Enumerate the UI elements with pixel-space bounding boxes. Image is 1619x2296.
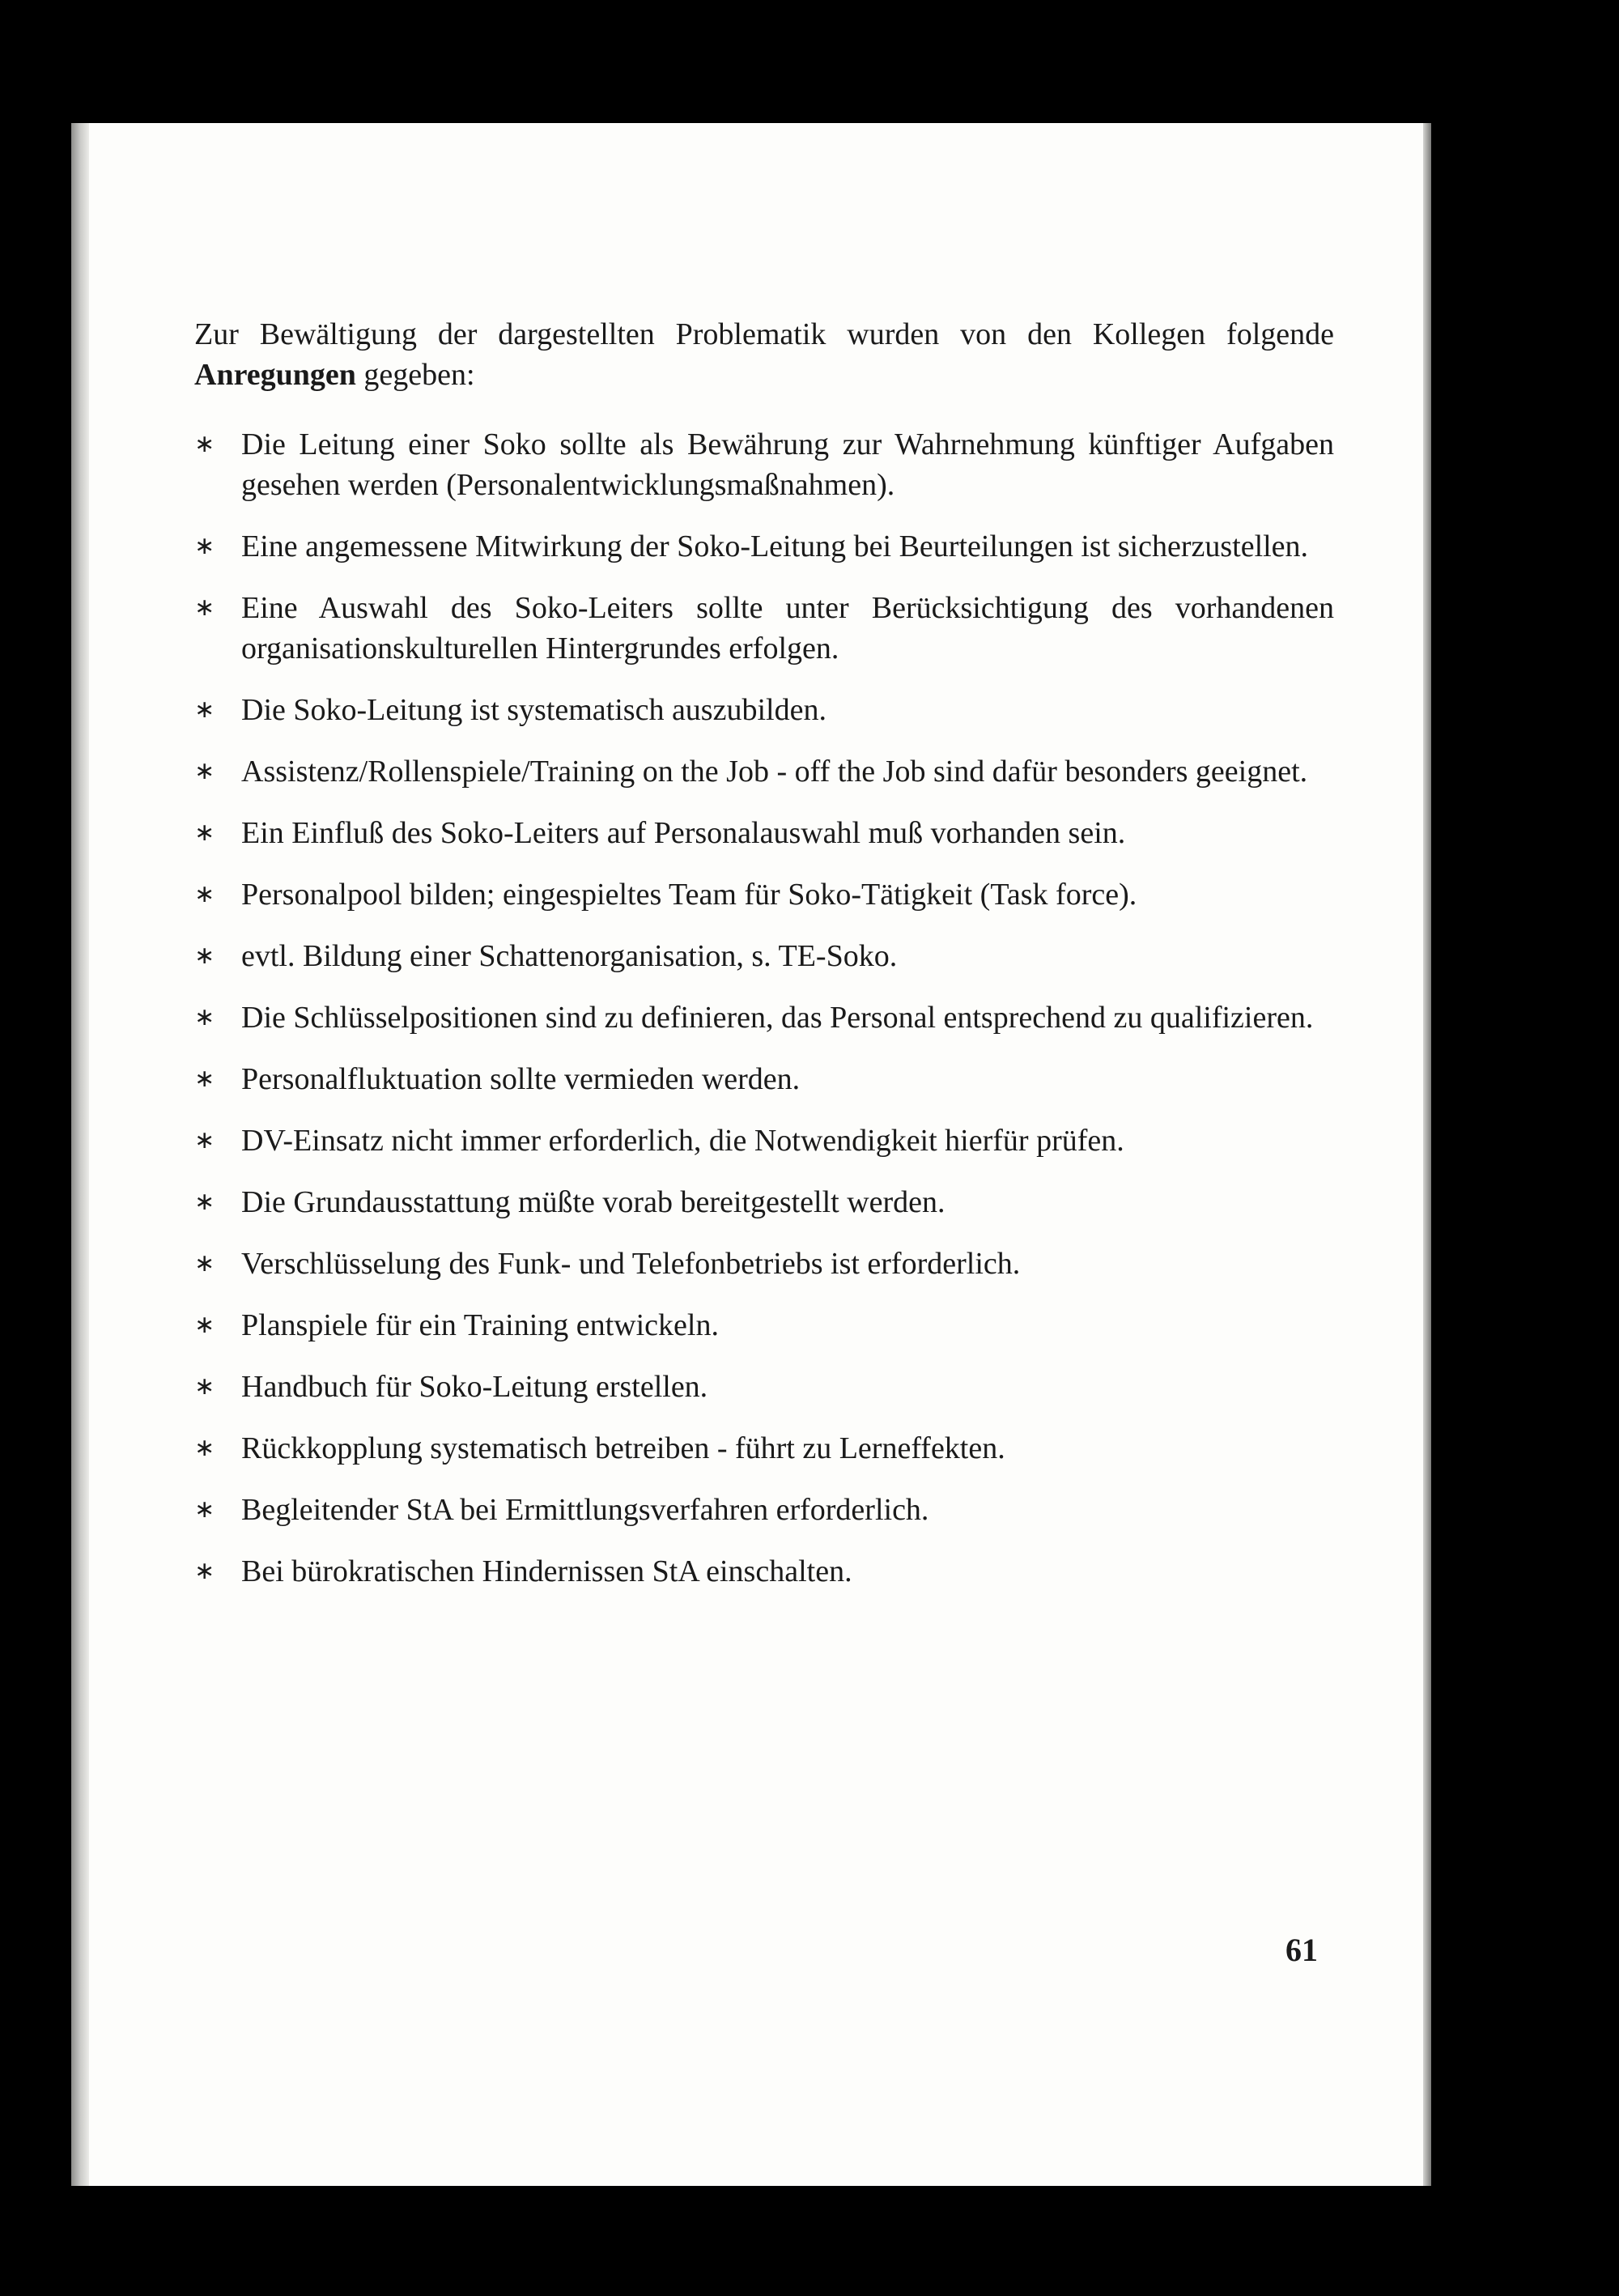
list-item <box>194 1490 1334 1530</box>
list-item <box>194 1428 1334 1469</box>
list-item-text: Handbuch für Soko-Leitung erstellen. <box>241 1370 708 1404</box>
list-item-text: Personalfluktuation sollte vermieden werden. <box>241 1062 801 1096</box>
list-item <box>194 1059 1334 1099</box>
bullet-icon: ∗ <box>194 1372 215 1401</box>
list-item-text: Personalpool bilden; eingespieltes Team für Soko-Tätigkeit (Task force). <box>241 878 1137 912</box>
list-item <box>194 1551 1334 1592</box>
list-item <box>194 424 1334 505</box>
bullet-icon: ∗ <box>194 880 215 908</box>
list-item <box>194 751 1334 792</box>
suggestion-list <box>194 424 1334 1592</box>
list-item-text: Eine angemessene Mitwirkung der Soko-Leitung bei Beurteilungen ist sicherzustellen. <box>241 529 1309 563</box>
list-item-text: Planspiele für ein Training entwickeln. <box>241 1308 719 1342</box>
list-item-text: Die Leitung einer Soko sollte als Bewährung zur Wahrnehmung künftiger Aufgaben gesehen werden (Personalentwicklungsmaßnahmen). <box>241 427 1334 502</box>
bullet-icon: ∗ <box>194 532 215 560</box>
bullet-icon: ∗ <box>194 430 215 458</box>
bullet-icon: ∗ <box>194 1065 215 1093</box>
bullet-icon: ∗ <box>194 818 215 847</box>
list-item-text: Eine Auswahl des Soko-Leiters sollte unter Berücksichtigung des vorhandenen organisationskulturellen Hintergrundes erfolgen. <box>241 591 1334 665</box>
bullet-icon: ∗ <box>194 1188 215 1216</box>
book-page <box>71 123 1431 2186</box>
bullet-icon: ∗ <box>194 1434 215 1462</box>
list-item <box>194 997 1334 1038</box>
page-edge-shadow <box>1423 123 1431 2186</box>
list-item-text: Assistenz/Rollenspiele/Training on the Job - off the Job sind dafür besonders geeignet. <box>241 755 1308 789</box>
list-item-text: evtl. Bildung einer Schattenorganisation, s. TE-Soko. <box>241 939 898 973</box>
list-item <box>194 1305 1334 1346</box>
list-item <box>194 1244 1334 1284</box>
intro-text-before: Zur Bewältigung der dargestellten Problematik wurden von den Kollegen folgende <box>194 317 1334 351</box>
list-item <box>194 690 1334 730</box>
bullet-icon: ∗ <box>194 695 215 724</box>
list-item-text: Die Grundausstattung müßte vorab bereitgestellt werden. <box>241 1185 945 1219</box>
book-gutter-shadow <box>71 123 89 2186</box>
list-item-text: Die Schlüsselpositionen sind zu definieren, das Personal entsprechend zu qualifizieren. <box>241 1001 1314 1035</box>
bullet-icon: ∗ <box>194 1557 215 1585</box>
bullet-icon: ∗ <box>194 1003 215 1031</box>
list-item-text: Rückkopplung systematisch betreiben - führt zu Lerneffekten. <box>241 1431 1005 1465</box>
list-item <box>194 588 1334 669</box>
list-item <box>194 526 1334 567</box>
list-item-text: Bei bürokratischen Hindernissen StA einschalten. <box>241 1554 852 1588</box>
bullet-icon: ∗ <box>194 942 215 970</box>
list-item-text: Begleitender StA bei Ermittlungsverfahren erforderlich. <box>241 1493 929 1527</box>
list-item-text: Verschlüsselung des Funk- und Telefonbetriebs ist erforderlich. <box>241 1247 1021 1281</box>
bullet-icon: ∗ <box>194 593 215 622</box>
list-item <box>194 1120 1334 1161</box>
list-item <box>194 874 1334 915</box>
page-text <box>194 314 1334 1613</box>
list-item <box>194 1182 1334 1222</box>
bullet-icon: ∗ <box>194 1311 215 1339</box>
intro-emphasis: Anregungen <box>194 358 356 392</box>
bullet-icon: ∗ <box>194 1126 215 1154</box>
list-item <box>194 1367 1334 1407</box>
bullet-icon: ∗ <box>194 757 215 785</box>
list-item <box>194 813 1334 853</box>
page-number: 61 <box>1285 1932 1318 1968</box>
list-item-text: Ein Einfluß des Soko-Leiters auf Personalauswahl muß vorhanden sein. <box>241 816 1126 850</box>
list-item <box>194 936 1334 976</box>
intro-paragraph <box>194 314 1334 395</box>
intro-text-after: gegeben: <box>355 358 475 392</box>
list-item-text: DV-Einsatz nicht immer erforderlich, die Notwendigkeit hierfür prüfen. <box>241 1124 1124 1158</box>
bullet-icon: ∗ <box>194 1249 215 1278</box>
bullet-icon: ∗ <box>194 1495 215 1524</box>
list-item-text: Die Soko-Leitung ist systematisch auszubilden. <box>241 693 826 727</box>
